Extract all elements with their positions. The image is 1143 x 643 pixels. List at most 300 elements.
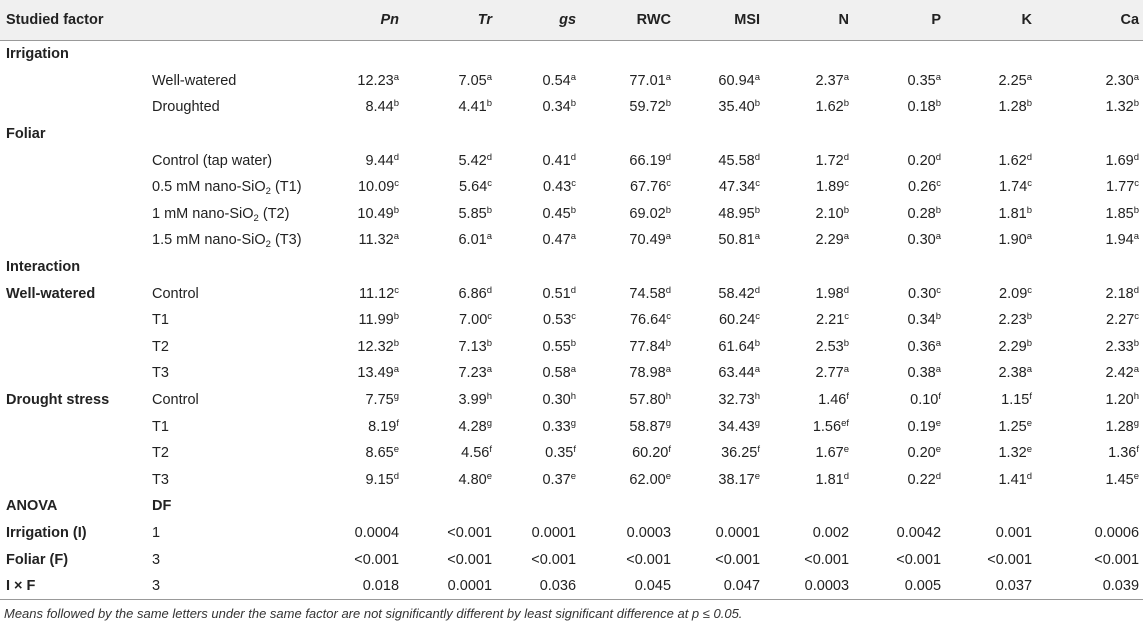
cell-rwc: [580, 174, 675, 201]
significance-letter: a: [570, 231, 577, 243]
significance-letter: a: [393, 231, 400, 243]
cell-gs: [496, 307, 580, 334]
cell-value: <0.001: [531, 551, 577, 568]
cell-value: 1.85: [1105, 205, 1134, 222]
cell-ca: [1036, 174, 1143, 201]
cell-value: 0.0001: [715, 524, 761, 541]
cell-value: 58.42: [718, 285, 755, 302]
table-row: [0, 227, 1143, 254]
cell-value: 32.73: [718, 392, 755, 409]
cell-n: [764, 94, 853, 121]
cell-rwc: [580, 520, 675, 547]
cell-tr: [403, 280, 496, 307]
treatment-text: T1: [152, 312, 169, 329]
treatment-suffix: (T2): [258, 205, 290, 222]
cell-value: 2.30: [1105, 72, 1134, 89]
significance-letter: a: [665, 231, 672, 243]
cell-value: 13.49: [357, 365, 394, 382]
significance-letter: f: [396, 417, 400, 429]
cell-value: 11.12: [359, 285, 395, 302]
significance-letter: h: [754, 391, 761, 403]
treatment-text: Well-watered: [152, 72, 237, 89]
cell-k: [945, 520, 1036, 547]
treatment-subscript: 2: [265, 239, 271, 251]
cell-value: 0.37: [542, 471, 571, 488]
significance-letter: c: [571, 311, 577, 323]
table-row: [0, 360, 1143, 387]
cell-pn: [333, 387, 403, 414]
cell-value: 0.045: [634, 578, 672, 595]
cell-value: 2.37: [815, 72, 844, 89]
cell-pn: [333, 546, 403, 573]
cell-msi: [675, 546, 764, 573]
cell-value: 7.23: [458, 365, 487, 382]
table-row: [0, 147, 1143, 174]
cell-value: 1.94: [1105, 232, 1134, 249]
cell-k: [945, 174, 1036, 201]
cell-p: [853, 360, 945, 387]
cell-value: 2.42: [1105, 365, 1134, 382]
cell-k: [945, 360, 1036, 387]
significance-letter: c: [394, 178, 400, 190]
cell-value: 2.10: [815, 205, 844, 222]
table-row: [0, 467, 1143, 494]
significance-letter: d: [754, 284, 761, 296]
cell-msi: [675, 280, 764, 307]
significance-letter: c: [1134, 178, 1140, 190]
cell-k: [945, 334, 1036, 361]
significance-letter: a: [935, 337, 942, 349]
cell-value: 7.00: [459, 312, 488, 329]
treatment-text: 1: [152, 524, 161, 541]
cell-k: [945, 413, 1036, 440]
cell-ca: [1036, 147, 1143, 174]
cell-k: [945, 94, 1036, 121]
cell-msi: [675, 387, 764, 414]
cell-value: 0.35: [545, 445, 574, 462]
significance-letter: e: [486, 470, 493, 482]
cell-value: 2.29: [998, 338, 1027, 355]
cell-value: 0.19: [907, 418, 936, 435]
treatment-text: T1: [152, 418, 169, 435]
cell-value: 61.64: [718, 338, 755, 355]
significance-letter: b: [665, 98, 672, 110]
table-row: [0, 573, 1143, 600]
cell-msi: [675, 334, 764, 361]
header-gs: gs: [496, 0, 580, 41]
cell-gs: [496, 174, 580, 201]
cell-pn: [333, 121, 403, 148]
cell-p: [853, 307, 945, 334]
cell-value: 0.54: [542, 72, 571, 89]
cell-rwc: [580, 280, 675, 307]
treatment-text: DF: [152, 498, 172, 515]
significance-letter: f: [1136, 444, 1140, 456]
treatment-text: T2: [152, 445, 169, 462]
cell-value: 4.28: [458, 418, 487, 435]
cell-rwc: [580, 360, 675, 387]
cell-n: [764, 254, 853, 281]
cell-tr: [403, 121, 496, 148]
cell-value: 67.76: [629, 179, 667, 196]
significance-letter: c: [571, 178, 577, 190]
cell-rwc: [580, 307, 675, 334]
cell-k: [945, 280, 1036, 307]
cell-value: <0.001: [354, 551, 400, 568]
table-row: [0, 546, 1143, 573]
significance-letter: b: [935, 311, 942, 323]
cell-value: 0.34: [542, 99, 571, 116]
cell-p: [853, 520, 945, 547]
row-group-label: [0, 174, 148, 201]
row-treatment-label: [148, 227, 333, 254]
significance-letter: b: [570, 98, 577, 110]
cell-pn: [333, 41, 403, 68]
row-group-label: [0, 413, 148, 440]
cell-value: 0.51: [542, 285, 571, 302]
cell-value: 1.45: [1105, 471, 1134, 488]
cell-value: 5.64: [459, 179, 488, 196]
cell-value: 0.36: [907, 338, 936, 355]
cell-value: <0.001: [447, 551, 493, 568]
significance-letter: b: [393, 204, 400, 216]
cell-gs: [496, 493, 580, 520]
cell-value: 78.98: [629, 365, 666, 382]
cell-value: 45.58: [718, 152, 755, 169]
row-group-label: [0, 227, 148, 254]
cell-value: 0.018: [362, 578, 400, 595]
cell-gs: [496, 467, 580, 494]
significance-letter: b: [843, 337, 850, 349]
cell-msi: [675, 41, 764, 68]
cell-value: 1.69: [1105, 152, 1134, 169]
cell-msi: [675, 493, 764, 520]
cell-n: [764, 121, 853, 148]
cell-gs: [496, 546, 580, 573]
significance-letter: b: [1133, 204, 1140, 216]
cell-rwc: [580, 121, 675, 148]
row-treatment-label: [148, 307, 333, 334]
significance-letter: b: [843, 98, 850, 110]
row-treatment-label: [148, 493, 333, 520]
row-treatment-label: [148, 280, 333, 307]
header-msi: MSI: [675, 0, 764, 41]
cell-value: 9.44: [365, 152, 394, 169]
cell-n: [764, 280, 853, 307]
cell-value: 0.53: [543, 312, 572, 329]
cell-value: 8.65: [365, 445, 394, 462]
table-row: [0, 307, 1143, 334]
significance-letter: g: [393, 391, 400, 403]
cell-pn: [333, 573, 403, 600]
cell-value: 58.87: [629, 418, 666, 435]
significance-letter: d: [570, 284, 577, 296]
significance-letter: a: [1133, 71, 1140, 83]
table-row: [0, 68, 1143, 95]
cell-value: 11.32: [358, 232, 394, 249]
cell-msi: [675, 174, 764, 201]
cell-value: 77.01: [629, 72, 666, 89]
significance-letter: f: [1029, 391, 1033, 403]
treatment-suffix: (T3): [270, 232, 302, 249]
significance-letter: a: [570, 364, 577, 376]
cell-pn: [333, 520, 403, 547]
cell-value: 0.55: [542, 338, 571, 355]
cell-value: 0.001: [995, 524, 1033, 541]
cell-ca: [1036, 387, 1143, 414]
significance-letter: b: [393, 337, 400, 349]
cell-tr: [403, 94, 496, 121]
table-row: [0, 440, 1143, 467]
treatment-subscript: 2: [253, 212, 259, 224]
treatment-text: Droughted: [152, 99, 220, 116]
cell-rwc: [580, 147, 675, 174]
cell-value: 0.0006: [1094, 524, 1140, 541]
cell-tr: [403, 334, 496, 361]
significance-letter: d: [935, 470, 942, 482]
significance-letter: c: [844, 178, 850, 190]
cell-pn: [333, 227, 403, 254]
cell-tr: [403, 68, 496, 95]
significance-letter: b: [1133, 337, 1140, 349]
cell-value: 2.25: [998, 72, 1027, 89]
cell-value: 63.44: [718, 365, 755, 382]
cell-value: 1.72: [815, 152, 844, 169]
significance-letter: b: [486, 337, 493, 349]
significance-letter: a: [843, 364, 850, 376]
significance-letter: b: [754, 337, 761, 349]
cell-pn: [333, 94, 403, 121]
cell-tr: [403, 573, 496, 600]
cell-gs: [496, 280, 580, 307]
table-row: [0, 201, 1143, 228]
cell-value: 0.047: [723, 578, 761, 595]
cell-ca: [1036, 41, 1143, 68]
significance-letter: c: [666, 311, 672, 323]
cell-n: [764, 467, 853, 494]
cell-ca: [1036, 493, 1143, 520]
cell-tr: [403, 493, 496, 520]
significance-letter: a: [843, 231, 850, 243]
significance-letter: b: [843, 204, 850, 216]
cell-value: 0.30: [908, 285, 937, 302]
cell-gs: [496, 573, 580, 600]
cell-value: 36.25: [721, 445, 758, 462]
cell-gs: [496, 520, 580, 547]
treatment-text: Control: [152, 392, 199, 409]
cell-value: 60.20: [632, 445, 669, 462]
cell-p: [853, 493, 945, 520]
significance-letter: d: [1026, 151, 1033, 163]
significance-letter: c: [1027, 284, 1033, 296]
cell-n: [764, 68, 853, 95]
significance-letter: f: [938, 391, 942, 403]
cell-p: [853, 254, 945, 281]
cell-value: <0.001: [804, 551, 850, 568]
row-treatment-label: [148, 440, 333, 467]
cell-value: 8.19: [368, 418, 397, 435]
cell-value: 10.09: [357, 179, 395, 196]
significance-letter: a: [393, 364, 400, 376]
cell-pn: [333, 68, 403, 95]
significance-letter: d: [843, 470, 850, 482]
cell-value: <0.001: [447, 524, 493, 541]
significance-letter: h: [486, 391, 493, 403]
cell-rwc: [580, 227, 675, 254]
treatment-text: 3: [152, 551, 161, 568]
significance-letter: e: [393, 444, 400, 456]
significance-letter: b: [665, 204, 672, 216]
significance-letter: a: [754, 364, 761, 376]
cell-p: [853, 147, 945, 174]
row-treatment-label: [148, 94, 333, 121]
header-ca: Ca: [1036, 0, 1143, 41]
cell-value: 5.42: [458, 152, 487, 169]
cell-tr: [403, 440, 496, 467]
significance-letter: c: [394, 284, 400, 296]
significance-letter: d: [665, 284, 672, 296]
cell-value: 2.21: [816, 312, 845, 329]
cell-value: 1.98: [815, 285, 844, 302]
cell-ca: [1036, 201, 1143, 228]
cell-pn: [333, 174, 403, 201]
cell-k: [945, 307, 1036, 334]
cell-value: 0.30: [907, 232, 936, 249]
cell-gs: [496, 121, 580, 148]
cell-p: [853, 573, 945, 600]
cell-value: 0.002: [812, 524, 850, 541]
cell-value: 50.81: [718, 232, 755, 249]
cell-gs: [496, 94, 580, 121]
significance-letter: a: [570, 71, 577, 83]
cell-value: 0.28: [907, 205, 936, 222]
significance-letter: b: [570, 204, 577, 216]
cell-value: 6.86: [458, 285, 487, 302]
cell-value: 0.35: [907, 72, 936, 89]
cell-value: 12.32: [357, 338, 394, 355]
cell-value: 2.09: [999, 285, 1028, 302]
row-group-label: ANOVA: [6, 498, 58, 515]
table-row: [0, 254, 1143, 281]
cell-value: 59.72: [629, 99, 666, 116]
cell-n: [764, 413, 853, 440]
cell-ca: [1036, 254, 1143, 281]
cell-tr: [403, 227, 496, 254]
significance-letter: h: [1133, 391, 1140, 403]
cell-tr: [403, 387, 496, 414]
significance-letter: f: [573, 444, 577, 456]
cell-msi: [675, 520, 764, 547]
cell-rwc: [580, 41, 675, 68]
cell-value: 0.10: [910, 392, 939, 409]
cell-k: [945, 493, 1036, 520]
cell-tr: [403, 41, 496, 68]
cell-value: 0.005: [904, 578, 942, 595]
cell-pn: [333, 254, 403, 281]
cell-msi: [675, 94, 764, 121]
cell-n: [764, 147, 853, 174]
cell-gs: [496, 68, 580, 95]
table-row: [0, 121, 1143, 148]
cell-value: 1.32: [1105, 99, 1134, 116]
row-treatment-label: [148, 546, 333, 573]
cell-value: 0.039: [1102, 578, 1140, 595]
cell-p: [853, 94, 945, 121]
row-group-label: [0, 360, 148, 387]
cell-k: [945, 467, 1036, 494]
row-group-label: I × F: [0, 573, 148, 600]
significance-letter: a: [843, 71, 850, 83]
treatment-text: 3: [152, 578, 161, 595]
cell-value: 34.43: [718, 418, 755, 435]
cell-value: 7.75: [365, 392, 394, 409]
cell-p: [853, 174, 945, 201]
significance-letter: a: [1133, 364, 1140, 376]
row-treatment-label: [148, 41, 333, 68]
cell-msi: [675, 440, 764, 467]
row-treatment-label: [148, 68, 333, 95]
cell-value: 4.41: [458, 99, 487, 116]
significance-letter: b: [1026, 337, 1033, 349]
cell-value: 76.64: [629, 312, 667, 329]
significance-letter: b: [393, 311, 400, 323]
cell-gs: [496, 413, 580, 440]
cell-n: [764, 493, 853, 520]
cell-rwc: [580, 493, 675, 520]
cell-p: [853, 41, 945, 68]
significance-letter: c: [666, 178, 672, 190]
cell-value: 60.94: [718, 72, 755, 89]
cell-k: [945, 227, 1036, 254]
cell-value: 0.037: [995, 578, 1033, 595]
cell-value: <0.001: [896, 551, 942, 568]
cell-tr: [403, 201, 496, 228]
cell-msi: [675, 147, 764, 174]
row-treatment-label: [148, 147, 333, 174]
cell-pn: [333, 467, 403, 494]
significance-letter: b: [1026, 311, 1033, 323]
row-group-label: Foliar: [6, 126, 46, 143]
significance-letter: a: [1133, 231, 1140, 243]
cell-n: [764, 307, 853, 334]
cell-tr: [403, 147, 496, 174]
significance-letter: c: [936, 284, 942, 296]
cell-ca: [1036, 280, 1143, 307]
header-n: N: [764, 0, 853, 41]
cell-tr: [403, 520, 496, 547]
cell-tr: [403, 174, 496, 201]
cell-ca: [1036, 68, 1143, 95]
significance-letter: e: [1133, 470, 1140, 482]
significance-letter: b: [665, 337, 672, 349]
row-group-label: [0, 440, 148, 467]
cell-n: [764, 174, 853, 201]
cell-p: [853, 280, 945, 307]
cell-value: 1.89: [816, 179, 845, 196]
significance-letter: b: [1026, 98, 1033, 110]
cell-value: 35.40: [718, 99, 755, 116]
significance-letter: g: [570, 417, 577, 429]
significance-letter: a: [1026, 364, 1033, 376]
cell-value: 1.15: [1001, 392, 1030, 409]
cell-value: 9.15: [365, 471, 394, 488]
cell-pn: [333, 307, 403, 334]
row-treatment-label: [148, 413, 333, 440]
cell-p: [853, 121, 945, 148]
row-group-label: [0, 307, 148, 334]
significance-letter: d: [935, 151, 942, 163]
significance-letter: b: [393, 98, 400, 110]
